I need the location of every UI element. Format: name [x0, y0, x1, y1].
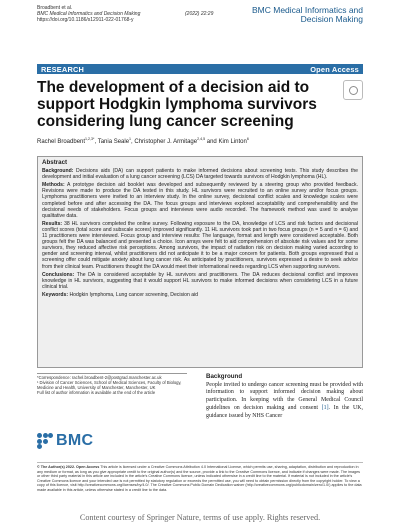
bmc-logo — [37, 432, 93, 450]
cite-year: (2022) 22:29 — [185, 11, 214, 18]
abstract-background: Background: Decisions aids (DA) can support patients to make informed decisions about screening tests. This study describes the development and initial evaluation of a lung cancer screening (LCS) DA targeted towards survivors of Hodgkin lymphoma (HL). — [42, 168, 358, 181]
background-heading: Background — [206, 373, 243, 380]
background-text-cont: . In the UK, guidance issued by NHS Cancer — [206, 404, 363, 419]
cite-doi[interactable]: https://doi.org/10.1186/s12911-022-01768-y — [37, 17, 134, 24]
article-type-banner — [37, 64, 363, 74]
author-info-note: Full list of author information is available at the end of the article — [37, 390, 156, 395]
footnotes — [37, 373, 187, 395]
author-list: Rachel Broadbent$^{1,2,3*}$, Tania Seale$^1$, Christopher J. Armitage$^{2,4,5}$ and Kim Linton$^6$ — [37, 137, 249, 145]
bmc-logo-text: BMC — [56, 432, 94, 449]
cite-journal: BMC Medical Informatics and Decision Making — [37, 11, 141, 18]
background-text: People invited to undergo cancer screening must be provided with information to support informed decision making about participation. In keeping with the General Medical Council guidelines on decision making and consent — [206, 381, 363, 411]
abstract-heading: Abstract — [42, 159, 68, 166]
check-updates-icon — [349, 86, 358, 95]
affiliation-note: ¹ Division of Cancer Sciences, School of Medical Sciences, Faculty of Biology, Medicine and Health, University of Manchester, Manchester, UK — [37, 380, 182, 390]
check-for-updates-badge[interactable] — [343, 80, 363, 100]
abstract-methods: Methods: A prototype decision aid booklet was developed and subsequently reviewed by a steering group who provided feedback. Revisions were made to produce the DA tested in this study. HL survivors were recruited to an online survey and/or focus groups. Lymphoma practitioners were invited to an interview study. In the online survey, decisional conflict scales and knowledge scales were completed before and after accessing the DA. The focus groups and interviews explored acceptability and comprehensibility and the decisional needs of stakeholders. Focus groups and interviews were audio recorded. The framework method was used to analyse qualitative data. — [42, 182, 358, 219]
bmc-logo-icon — [37, 433, 53, 449]
abstract-box — [37, 156, 363, 368]
license-note — [37, 462, 363, 493]
springer-watermark: Content courtesy of Springer Nature, terms of use apply. Rights reserved. — [79, 513, 321, 522]
cite-author: Broadbent et al. — [37, 5, 73, 11]
article-type-label: RESEARCH — [41, 64, 85, 74]
license-lead: © The Author(s) 2022. Open Access — [37, 465, 100, 469]
author-name[interactable]: Kim Linton — [218, 139, 247, 145]
abstract-keywords: Keywords: Hodgkin lymphoma, Lung cancer screening, Decision aid — [42, 291, 199, 298]
correspondence-note[interactable]: *Correspondence: rachel.broadbent-2@postgrad.manchester.ac.uk — [37, 375, 162, 380]
author-name[interactable]: Rachel Broadbent — [37, 139, 86, 145]
author-name[interactable]: Tania Seale — [97, 139, 130, 145]
citation-link[interactable]: [1] — [321, 404, 329, 411]
license-text: This article is licensed under a Creative Commons Attribution 4.0 International License, which permits use, sharing, adaptation, distribution and reproduction in any medium or format, as long as you give appropriate credit to the original author(s) and the source, provide a link to the Creative Commons licence, and indicate if changes were made. The images or other third party material in this article are included in the article's Creative Commons licence, unless indicated otherwise in a credit line to the material. If material is not included in the article's Creative Commons licence and your intended use is not permitted by statutory regulation or exceeds the permitted use, you will need to obtain permission directly from the copyright holder. To view a copy of this licence, visit http://creativecommons.org/licenses/by/4.0/. The Creative Commons Public Domain Dedication waiver (http://creativecommons.org/publicdomain/zero/1.0/) applies to the data made available in this article, unless otherwise stated in a credit line to the data. — [37, 465, 362, 492]
open-access-label: Open Access — [310, 64, 359, 74]
article-title: The development of a decision aid to support Hodgkin lymphoma survivors considering lung cancer screening — [37, 79, 317, 130]
abstract-results: Results: 38 HL survivors completed the online survey. Following exposure to the DA, knowledge of LCS and risk factors and decisional conflict scores (total score and subscale scores) improved significantly. 11 HL survivors took part in two focus groups (n = 5 and n = 6) and 11 practitioners were interviewed. Focus group and interview results: The language, format and length were considered acceptable. Both groups felt the DA was balanced and presented a choice. Icon arrays were felt to aid comprehension of absolute risk values and for some survivors, they reduced affective risk perceptions. Among survivors, the impact of radiation risk on decision making varied according to gender and screening interval, whilst practitioners did not anticipate it to be a major concern for patients. Both groups expressed that a screening offer could mitigate anxiety about lung cancer risk. As anticipated by practitioners, survivors expressed a desire to seek advice from their clinical team. Practitioners thought the DA would meet their informational needs regarding LCS when supporting survivors. — [42, 220, 358, 270]
background-section — [206, 373, 363, 420]
abstract-conclusions: Conclusions: The DA is considered acceptable by HL survivors and practitioners. The DA reduces decisional conflict and improves knowledge in HL survivors, suggesting that it would support HL survivors to make informed decisions when considering LCS in a future clinical trial. — [42, 271, 358, 290]
author-name[interactable]: Christopher J. Armitage — [134, 139, 198, 145]
journal-name: BMC Medical Informatics and Decision Making — [251, 5, 363, 24]
